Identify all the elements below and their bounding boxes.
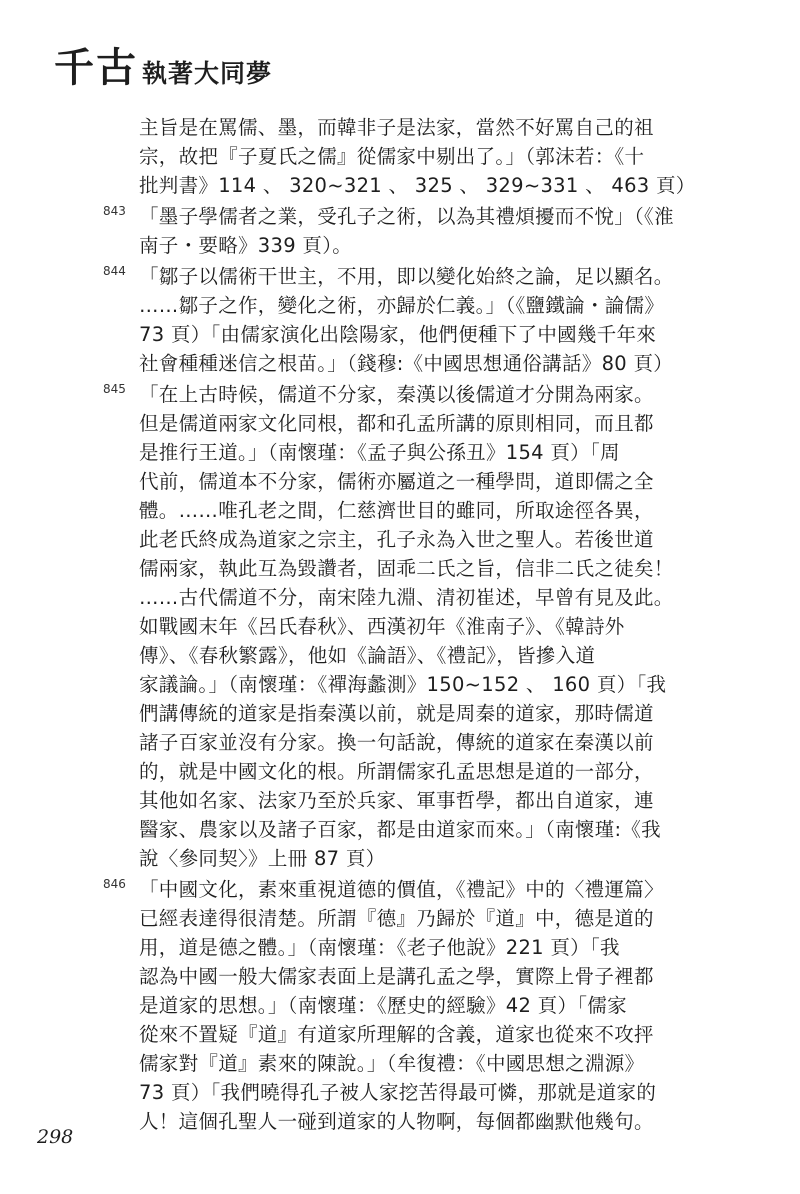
footnote-text-line: ……古代儒道不分，南宋陸九淵、清初崔述，早曾有見及此。 bbox=[139, 586, 674, 609]
footnote-text-line: 社會種種迷信之根苗。」（錢穆:《中國思想通俗講話》80 頁） bbox=[139, 352, 674, 375]
footnote bbox=[0, 380, 800, 873]
footnote-text-line: 但是儒道兩家文化同根，都和孔孟所講的原則相同，而且都 bbox=[139, 412, 654, 435]
footnote-text-line: 批判書》114 、 320~321 、 325 、 329~331 、 463 頁） bbox=[139, 174, 696, 197]
footnote-text-line: ……鄒子之作，變化之術，亦歸於仁義。」（《鹽鐵論・論儒》 bbox=[139, 294, 665, 317]
footnote-text-line: 「在上古時候，儒道不分家，秦漢以後儒道才分開為兩家。 bbox=[139, 383, 654, 406]
footnote-text-line: 宗，故把『子夏氏之儒』從儒家中剔出了。」（郭沫若：《十 bbox=[139, 145, 645, 168]
running-head-title: 千古 bbox=[54, 44, 138, 91]
footnote-text-line: 73 頁）「由儒家演化出陰陽家，他們便種下了中國幾千年來 bbox=[139, 323, 657, 346]
footnote-text-line: 從來不置疑『道』有道家所理解的含義，道家也從來不攻抨 bbox=[139, 1023, 654, 1046]
footnote-text-line: 「鄒子以儒術干世主，不用，即以變化始終之論，足以顯名。 bbox=[139, 265, 674, 288]
footnote-text-line: 體。……唯孔老之間，仁慈濟世目的雖同，所取途徑各異， bbox=[139, 499, 654, 522]
footnote-list bbox=[0, 113, 800, 1138]
footnote-text-line: 用，道是德之體。」（南懷瑾：《老子他說》221 頁）「我 bbox=[139, 936, 620, 959]
footnote-text-line: 73 頁）「我們曉得孔子被人家挖苦得最可憐，那就是道家的 bbox=[139, 1081, 657, 1104]
footnote-text-line: 已經表達得很清楚。所謂『德』乃歸於『道』中，德是道的 bbox=[139, 907, 654, 930]
page-number: 298 bbox=[37, 1126, 74, 1148]
footnote-text-line: 其他如名家、法家乃至於兵家、軍事哲學，都出自道家，連 bbox=[139, 789, 654, 812]
footnote bbox=[0, 875, 800, 1136]
footnote-text-line: 的，就是中國文化的根。所謂儒家孔孟思想是道的一部分， bbox=[139, 760, 654, 783]
footnote bbox=[0, 202, 800, 260]
footnote-text-line: 諸子百家並沒有分家。換一句話說，傳統的道家在秦漢以前 bbox=[139, 731, 654, 754]
footnote-text-line: 傳》、《春秋繁露》，他如《論語》、《禮記》，皆摻入道 bbox=[139, 644, 596, 667]
footnote-text-line: 「墨子學儒者之業，受孔子之術，以為其禮煩擾而不悅」（《淮 bbox=[139, 205, 674, 228]
footnote-text-line: 是道家的思想。」（南懷瑾：《歷史的經驗》42 頁）「儒家 bbox=[139, 994, 627, 1017]
footnote-text-line: 醫家、農家以及諸子百家，都是由道家而來。」（南懷瑾:《我 bbox=[139, 818, 661, 841]
footnote-number: 844 bbox=[103, 264, 126, 278]
footnote-text-line: 們講傳統的道家是指秦漢以前，就是周秦的道家，那時儒道 bbox=[139, 702, 654, 725]
footnote-text-line: 如戰國末年《呂氏春秋》、西漢初年《淮南子》、《韓詩外 bbox=[139, 615, 625, 638]
footnote-text-line: 是推行王道。」（南懷瑾：《孟子與公孫丑》154 頁）「周 bbox=[139, 441, 620, 464]
footnote-text-line: 代前，儒道本不分家，儒術亦屬道之一種學問，道即儒之全 bbox=[139, 470, 654, 493]
running-head-subtitle: 執著大同夢 bbox=[142, 59, 273, 88]
footnote-text-line: 說〈參同契〉》上冊 87 頁） bbox=[139, 847, 386, 870]
footnote bbox=[0, 262, 800, 378]
footnote-number: 846 bbox=[103, 877, 126, 891]
running-head bbox=[54, 28, 273, 91]
footnote-number: 845 bbox=[103, 382, 126, 396]
footnote-text-line: 儒家對『道』素來的陳說。」（牟復禮：《中國思想之淵源》 bbox=[139, 1052, 645, 1075]
footnote bbox=[0, 113, 800, 200]
footnote-text-line: 南子・要略》339 頁）。 bbox=[139, 234, 353, 257]
footnote-text-line: 人！這個孔聖人一碰到道家的人物啊，每個都幽默他幾句。 bbox=[139, 1110, 654, 1133]
footnote-text-line: 家議論。」（南懷瑾：《禪海蠡測》150~152 、 160 頁）「我 bbox=[139, 673, 667, 696]
footnote-text-line: 此老氏終成為道家之宗主，孔子永為入世之聖人。若後世道 bbox=[139, 528, 654, 551]
footnote-text-line: 認為中國一般大儒家表面上是講孔孟之學，實際上骨子裡都 bbox=[139, 965, 654, 988]
footnote-text-line: 「中國文化，素來重視道德的價值，《禮記》中的〈禮運篇〉 bbox=[139, 878, 664, 901]
footnote-number: 843 bbox=[103, 204, 126, 218]
footnote-text-line: 主旨是在罵儒、墨，而韓非子是法家，當然不好罵自己的祖 bbox=[139, 116, 654, 139]
footnote-text-line: 儒兩家，執此互為毀讚者，固乖二氏之旨，信非二氏之徒矣！ bbox=[139, 557, 674, 580]
